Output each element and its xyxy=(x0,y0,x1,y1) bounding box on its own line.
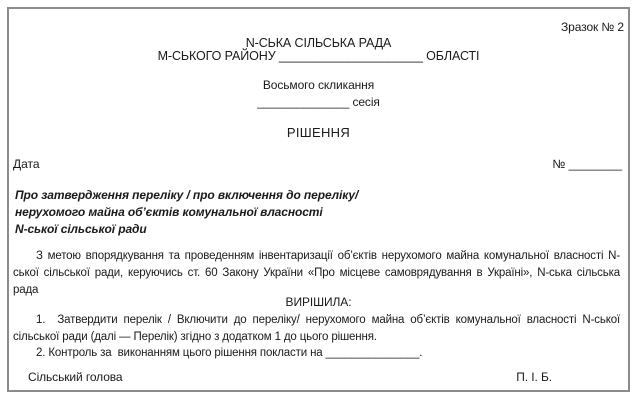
signer-position-title: Сільський голова xyxy=(28,370,123,384)
resolution-items xyxy=(13,312,620,362)
document-type-title: РІШЕННЯ xyxy=(286,125,351,140)
subject-line-1: Про затвердження переліку / про включення до переліку/ xyxy=(15,188,359,202)
sample-number-label: Зразок № 2 xyxy=(561,20,624,34)
date-label: Дата xyxy=(13,157,40,171)
session-blank-line: ______________ сесія xyxy=(257,95,380,109)
resolution-item-1: 1. Затвердити перелік / Включити до переліку/ нерухомого майна об’єктів комунальної власності N-ської сільської ради (далі — Перелік) згідно з додатком 1 до цього рішення. xyxy=(13,314,620,343)
subject-line-2: нерухомого майна об’єктів комунальної власності xyxy=(15,205,323,219)
resolution-item-2: 2. Контроль за виконанням цього рішення покласти на _______________. xyxy=(36,347,423,359)
district-region-heading: М-СЬКОГО РАЙОНУ _____________________ ОБЛАСТІ xyxy=(157,49,480,63)
subject-block xyxy=(15,187,358,238)
document-page xyxy=(7,7,630,392)
signature-row xyxy=(28,370,552,384)
council-name-heading: N-СЬКА СІЛЬСЬКА РАДА xyxy=(245,36,392,50)
signer-name-placeholder: П. І. Б. xyxy=(516,370,552,384)
convocation-line: Восьмого скликання xyxy=(262,78,375,92)
preamble-paragraph: З метою впорядкування та проведенням інвентаризації об’єктів нерухомого майна комунальної власності N-ської сільської ради, керуючись ст. 60 Закону України «Про місцеве самоврядування в Україні», N-ська сільська рада xyxy=(13,250,620,296)
date-number-row xyxy=(13,157,622,171)
resolved-label: ВИРІШИЛА: xyxy=(285,295,352,309)
subject-line-3: N-ської сільської ради xyxy=(15,222,147,236)
number-blank-field: № ________ xyxy=(552,157,622,171)
